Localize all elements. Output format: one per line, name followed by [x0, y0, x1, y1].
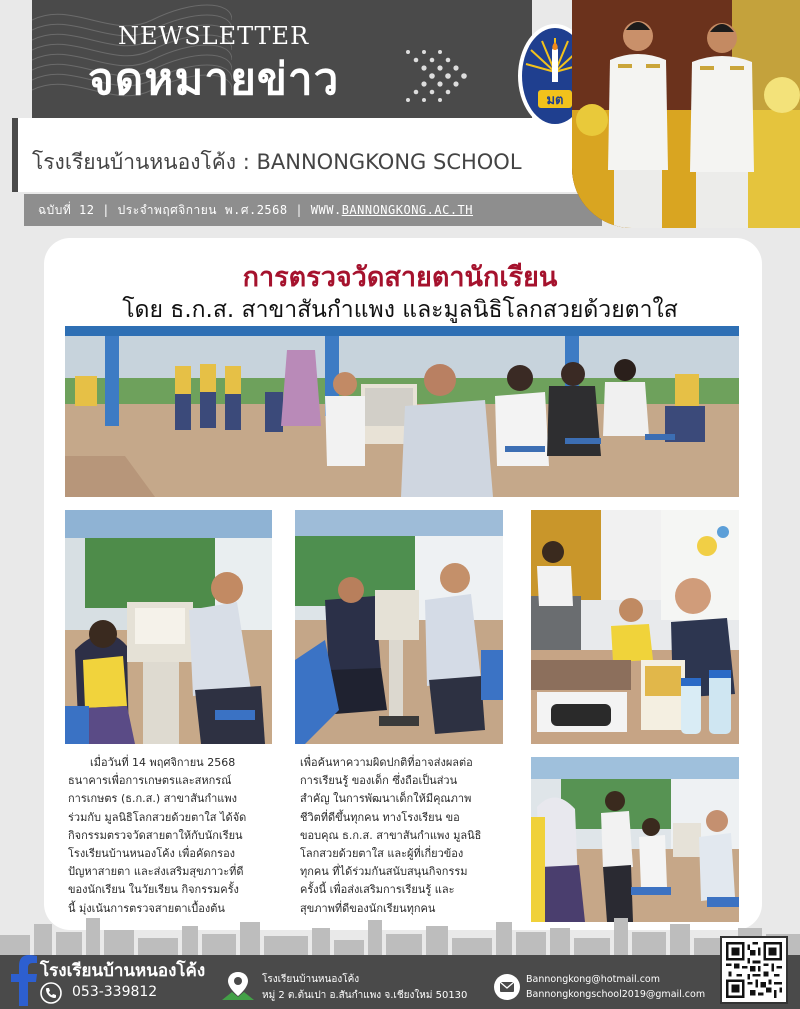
text-line: ของนักเรียน ในวัยเรียน กิจกรรมครั้ง: [68, 883, 239, 897]
photo-center: [295, 510, 503, 744]
email-icon: [493, 973, 521, 1001]
photo-left: [65, 510, 272, 744]
phone-icon: [40, 982, 62, 1004]
text-line: ชีวิตที่ดีขึ้นทุกคน ทางโรงเรียน ขอ: [300, 810, 460, 824]
text-line: ขอบคุณ ธ.ก.ส. สาขาสันกำแพง มูลนิธิ: [300, 828, 482, 842]
text-line: โลกสวยด้วยตาใส และผู้ที่เกี่ยวข้อง: [300, 847, 464, 861]
logo-text: มต: [546, 93, 564, 108]
photo-bottom-right: [531, 757, 739, 922]
text-line: ปัญหาสายตา และส่งเสริมสุขภาวะที่ดี: [68, 865, 244, 879]
chevron-arrows-icon: [400, 38, 468, 106]
article-title: การตรวจวัดสายตานักเรียน: [242, 262, 558, 293]
footer-address: หมู่ 2 ต.ต้นเปา อ.สันกำแพง จ.เชียงใหม่ 50130: [262, 990, 468, 1001]
text-line: ธนาคารเพื่อการเกษตรและสหกรณ์: [68, 774, 232, 788]
article-subtitle: โดย ธ.ก.ส. สาขาสันกำแพง และมูลนิธิโลกสวยด้วยตาใส: [122, 297, 678, 323]
photo-main: [65, 326, 739, 497]
text-line: เมื่อวันที่ 14 พฤศจิกายน 2568: [90, 756, 236, 769]
issue-info-text: ฉบับที่ 12 | ประจำพฤศจิกายน พ.ศ.2568 | WWW.: [38, 203, 342, 217]
footer-email-1[interactable]: Bannongkong@hotmail.com: [526, 974, 660, 985]
location-pin-icon: [220, 970, 256, 1002]
city-skyline: [0, 910, 800, 955]
photo-right: [531, 510, 739, 744]
text-line: ร่วมกับ มูลนิธิโลกสวยด้วยตาใส ได้จัด: [68, 810, 247, 824]
text-line: ครั้งนี้ เพื่อส่งเสริมการเรียนรู้ และ: [300, 883, 455, 897]
text-line: ทุกคน ที่ได้ร่วมกันสนับสนุนกิจกรรม: [300, 865, 468, 879]
website-link[interactable]: BANNONGKONG.AC.TH: [341, 203, 474, 217]
issue-info: [38, 201, 473, 220]
article-text-col1: [68, 754, 278, 918]
footer-phone[interactable]: 053-339812: [72, 984, 158, 1000]
footer-email-2[interactable]: Bannongkongschool2019@gmail.com: [526, 989, 706, 1000]
text-line: โรงเรียนบ้านหนองโค้ง เพื่อคัดกรอง: [68, 847, 236, 861]
text-line: กิจกรรมตรวจวัดสายตาให้กับนักเรียน: [68, 828, 243, 842]
text-line: นี้ มุ่งเน้นการตรวจสายตาเบื้องต้น: [68, 901, 225, 915]
article-text-col2: [300, 754, 510, 918]
text-line: สำคัญ ในการพัฒนาเด็กให้มีคุณภาพ: [300, 792, 472, 806]
footer-school-name: โรงเรียนบ้านหนองโค้ง: [40, 961, 206, 981]
school-name: โรงเรียนบ้านหนองโค้ง : BANNONGKONG SCHOOL: [32, 150, 522, 174]
footer-address-name: โรงเรียนบ้านหนองโค้ง: [262, 974, 360, 985]
text-line: การเกษตร (ธ.ก.ส.) สาขาสันกำแพง: [68, 792, 237, 806]
header-photo: [572, 0, 800, 228]
newsletter-label-en: NEWSLETTER: [118, 22, 310, 50]
newsletter-label-th: จดหมายข่าว: [88, 54, 340, 105]
qr-code-icon[interactable]: [720, 936, 788, 1004]
text-line: เพื่อค้นหาความผิดปกติที่อาจส่งผลต่อ: [300, 756, 473, 769]
facebook-icon[interactable]: [10, 954, 38, 1006]
text-line: สุขภาพที่ดีของนักเรียนทุกคน: [300, 901, 436, 915]
text-line: การเรียนรู้ ของเด็ก ซึ่งถือเป็นส่วน: [300, 774, 458, 788]
